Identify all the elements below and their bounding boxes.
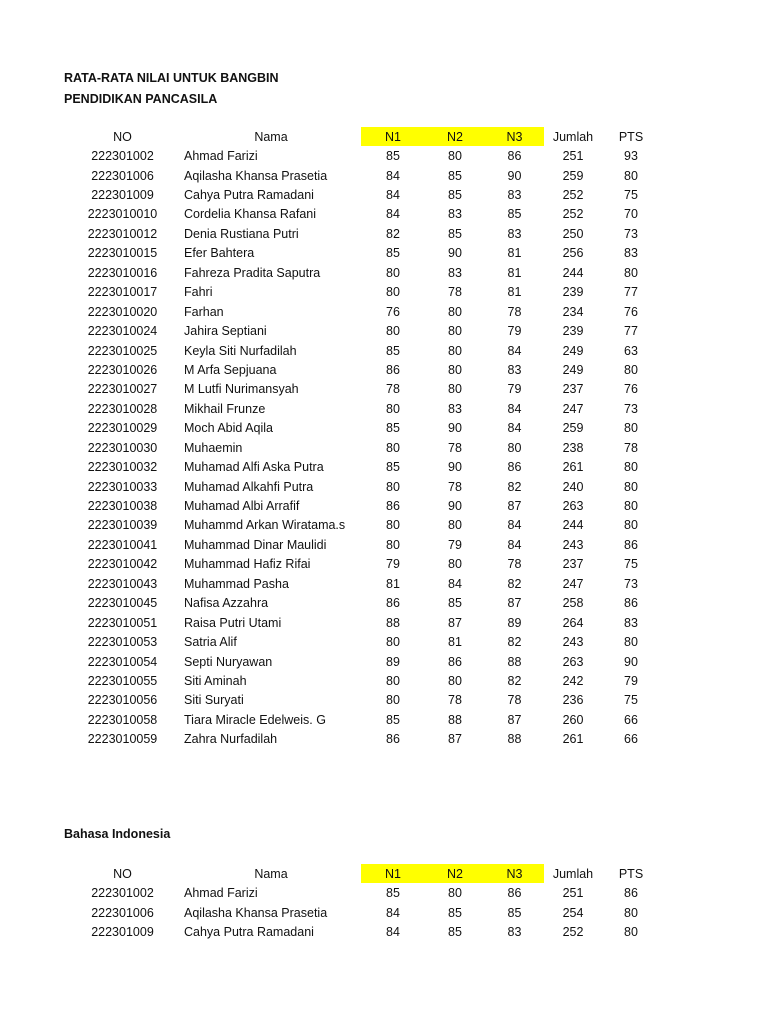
cell-n2: 83 <box>448 401 462 416</box>
cell-n1: 84 <box>386 168 400 183</box>
cell-n1: 80 <box>386 401 400 416</box>
cell-no: 2223010038 <box>87 499 158 514</box>
table-row <box>64 360 660 379</box>
cell-jumlah: 254 <box>562 905 584 920</box>
table-body-bahasa-indonesia <box>64 883 660 941</box>
cell-n3: 78 <box>507 693 522 708</box>
cell-jumlah: 261 <box>562 732 584 747</box>
cell-n1: 79 <box>386 557 400 572</box>
cell-pts: 90 <box>624 654 638 669</box>
cell-n2: 85 <box>448 226 462 241</box>
cell-jumlah: 243 <box>562 537 584 552</box>
cell-jumlah: 264 <box>562 615 584 630</box>
cell-pts: 63 <box>624 343 638 358</box>
cell-pts: 80 <box>624 362 638 377</box>
table-row <box>64 477 660 496</box>
cell-jumlah: 249 <box>562 362 584 377</box>
table-row <box>64 166 660 185</box>
cell-jumlah: 237 <box>562 382 584 397</box>
cell-jumlah: 252 <box>562 188 584 203</box>
cell-nama: Efer Bahtera <box>184 246 255 261</box>
table-row <box>64 883 660 902</box>
cell-n3: 80 <box>507 440 522 455</box>
cell-nama: Muhamad Alkahfi Putra <box>184 479 314 494</box>
cell-pts: 75 <box>624 693 638 708</box>
cell-no: 2223010032 <box>87 460 158 475</box>
cell-no: 2223010026 <box>87 362 158 377</box>
cell-no: 2223010016 <box>87 265 158 280</box>
cell-jumlah: 244 <box>562 518 584 533</box>
table-row <box>64 691 660 710</box>
cell-no: 2223010059 <box>87 732 158 747</box>
cell-nama: M Lutfi Nurimansyah <box>184 382 299 397</box>
cell-nama: Muhaemin <box>184 440 243 455</box>
table-row <box>64 283 660 302</box>
table-row <box>64 535 660 554</box>
cell-no: 222301002 <box>91 886 154 901</box>
cell-n3: 82 <box>507 635 522 650</box>
cell-nama: Muhammad Pasha <box>184 576 289 591</box>
table-row <box>64 730 660 749</box>
cell-n3: 78 <box>507 304 522 319</box>
table-row <box>64 185 660 204</box>
cell-n2: 80 <box>448 304 462 319</box>
cell-nama: Cordelia Khansa Rafani <box>184 207 317 222</box>
cell-n2: 80 <box>448 343 462 358</box>
table-row <box>64 922 660 941</box>
cell-nama: Keyla Siti Nurfadilah <box>184 343 297 358</box>
cell-n3: 83 <box>507 188 522 203</box>
table-row <box>64 516 660 535</box>
cell-nama: M Arfa Sepjuana <box>184 362 277 377</box>
cell-no: 2223010029 <box>87 421 158 436</box>
cell-n1: 85 <box>386 421 400 436</box>
cell-pts: 78 <box>624 440 638 455</box>
cell-no: 2223010045 <box>87 596 158 611</box>
cell-nama: Siti Suryati <box>184 693 244 708</box>
cell-jumlah: 261 <box>562 460 584 475</box>
cell-n2: 86 <box>448 654 462 669</box>
cell-jumlah: 242 <box>562 673 584 688</box>
cell-nama: Fahri <box>184 285 213 300</box>
cell-n1: 80 <box>386 324 400 339</box>
cell-jumlah: 244 <box>562 265 584 280</box>
cell-no: 2223010020 <box>87 304 158 319</box>
cell-n2: 85 <box>448 168 462 183</box>
header-jumlah: Jumlah <box>552 866 594 881</box>
cell-n3: 87 <box>507 596 522 611</box>
cell-pts: 75 <box>624 188 638 203</box>
cell-pts: 76 <box>624 304 638 319</box>
cell-n2: 80 <box>448 518 462 533</box>
cell-jumlah: 237 <box>562 557 584 572</box>
table-row <box>64 457 660 476</box>
cell-n3: 84 <box>507 537 522 552</box>
cell-n2: 90 <box>448 460 462 475</box>
cell-no: 2223010017 <box>87 285 158 300</box>
table-row <box>64 555 660 574</box>
cell-n2: 80 <box>448 673 462 688</box>
cell-n3: 83 <box>507 925 522 940</box>
table-header-row <box>64 127 660 146</box>
cell-n2: 88 <box>448 712 462 727</box>
cell-pts: 80 <box>624 460 638 475</box>
cell-jumlah: 258 <box>562 596 584 611</box>
cell-n1: 85 <box>386 886 400 901</box>
table-row <box>64 341 660 360</box>
cell-nama: Cahya Putra Ramadani <box>184 188 314 203</box>
cell-nama: Raisa Putri Utami <box>184 615 282 630</box>
cell-n1: 84 <box>386 925 400 940</box>
cell-pts: 80 <box>624 925 638 940</box>
cell-pts: 80 <box>624 518 638 533</box>
cell-nama: Nafisa Azzahra <box>184 596 269 611</box>
cell-n2: 84 <box>448 576 462 591</box>
cell-n3: 82 <box>507 479 522 494</box>
cell-n1: 85 <box>386 460 400 475</box>
cell-n1: 84 <box>386 905 400 920</box>
table-row <box>64 419 660 438</box>
cell-jumlah: 234 <box>562 304 584 319</box>
cell-n2: 78 <box>448 693 462 708</box>
header-no: NO <box>113 129 132 144</box>
cell-n1: 85 <box>386 343 400 358</box>
cell-n1: 84 <box>386 207 400 222</box>
cell-nama: Muhammd Arkan Wiratama.s <box>184 518 346 533</box>
cell-n3: 86 <box>507 886 522 901</box>
cell-no: 2223010055 <box>87 673 158 688</box>
header-n2: N2 <box>425 864 485 883</box>
cell-n2: 80 <box>448 886 462 901</box>
cell-n2: 80 <box>448 324 462 339</box>
cell-n1: 80 <box>386 693 400 708</box>
cell-n2: 87 <box>448 615 462 630</box>
cell-no: 2223010033 <box>87 479 158 494</box>
cell-n1: 76 <box>386 304 400 319</box>
cell-n2: 85 <box>448 596 462 611</box>
cell-n1: 86 <box>386 596 400 611</box>
cell-n3: 84 <box>507 343 522 358</box>
cell-pts: 83 <box>624 615 638 630</box>
cell-no: 2223010039 <box>87 518 158 533</box>
cell-pts: 77 <box>624 285 638 300</box>
header-n2: N2 <box>425 127 485 146</box>
cell-nama: Ahmad Farizi <box>184 149 258 164</box>
cell-n1: 85 <box>386 149 400 164</box>
cell-n3: 85 <box>507 905 522 920</box>
cell-nama: Fahreza Pradita Saputra <box>184 265 321 280</box>
cell-nama: Jahira Septiani <box>184 324 267 339</box>
table-header-row <box>64 864 660 883</box>
header-n3: N3 <box>485 127 544 146</box>
header-n1: N1 <box>361 127 425 146</box>
subject-title-bahasa-indonesia: Bahasa Indonesia <box>64 827 171 841</box>
cell-n1: 80 <box>386 673 400 688</box>
cell-n1: 85 <box>386 246 400 261</box>
cell-pts: 80 <box>624 905 638 920</box>
cell-pts: 80 <box>624 421 638 436</box>
cell-jumlah: 259 <box>562 421 584 436</box>
cell-n3: 82 <box>507 673 522 688</box>
cell-n3: 90 <box>507 168 522 183</box>
cell-no: 2223010043 <box>87 576 158 591</box>
cell-n3: 78 <box>507 557 522 572</box>
cell-pts: 80 <box>624 499 638 514</box>
cell-jumlah: 252 <box>562 925 584 940</box>
cell-n3: 83 <box>507 362 522 377</box>
cell-n2: 81 <box>448 635 462 650</box>
cell-no: 2223010012 <box>87 226 158 241</box>
cell-n2: 79 <box>448 537 462 552</box>
cell-n3: 81 <box>507 285 522 300</box>
cell-n2: 85 <box>448 188 462 203</box>
cell-n1: 80 <box>386 518 400 533</box>
cell-jumlah: 239 <box>562 285 584 300</box>
cell-n1: 86 <box>386 499 400 514</box>
cell-jumlah: 250 <box>562 226 584 241</box>
cell-no: 2223010056 <box>87 693 158 708</box>
cell-n3: 85 <box>507 207 522 222</box>
cell-n3: 89 <box>507 615 522 630</box>
cell-nama: Ahmad Farizi <box>184 886 258 901</box>
cell-pts: 66 <box>624 712 638 727</box>
cell-nama: Satria Alif <box>184 635 237 650</box>
cell-n3: 81 <box>507 246 522 261</box>
cell-no: 2223010054 <box>87 654 158 669</box>
cell-n2: 85 <box>448 905 462 920</box>
cell-n3: 82 <box>507 576 522 591</box>
cell-jumlah: 236 <box>562 693 584 708</box>
table-row <box>64 903 660 922</box>
table-row <box>64 574 660 593</box>
cell-n3: 88 <box>507 654 522 669</box>
cell-pts: 75 <box>624 557 638 572</box>
cell-n1: 85 <box>386 712 400 727</box>
cell-no: 2223010051 <box>87 615 158 630</box>
cell-jumlah: 239 <box>562 324 584 339</box>
cell-n3: 79 <box>507 382 522 397</box>
cell-pts: 70 <box>624 207 638 222</box>
cell-n3: 87 <box>507 499 522 514</box>
cell-jumlah: 247 <box>562 576 584 591</box>
cell-n2: 83 <box>448 265 462 280</box>
cell-n1: 86 <box>386 732 400 747</box>
table-row <box>64 263 660 282</box>
table-row <box>64 496 660 515</box>
cell-no: 2223010058 <box>87 712 158 727</box>
cell-n1: 80 <box>386 285 400 300</box>
cell-no: 2223010025 <box>87 343 158 358</box>
document-title: RATA-RATA NILAI UNTUK BANGBIN <box>64 71 279 85</box>
cell-jumlah: 238 <box>562 440 584 455</box>
cell-pts: 93 <box>624 149 638 164</box>
cell-n2: 78 <box>448 285 462 300</box>
cell-n1: 78 <box>386 382 400 397</box>
cell-jumlah: 243 <box>562 635 584 650</box>
cell-jumlah: 251 <box>562 149 584 164</box>
cell-pts: 86 <box>624 537 638 552</box>
cell-jumlah: 249 <box>562 343 584 358</box>
cell-n1: 89 <box>386 654 400 669</box>
table-row <box>64 613 660 632</box>
subject-title-pancasila: PENDIDIKAN PANCASILA <box>64 92 218 106</box>
cell-nama: Muhamad Alfi Aska Putra <box>184 460 324 475</box>
cell-n3: 83 <box>507 226 522 241</box>
cell-n2: 78 <box>448 440 462 455</box>
header-jumlah: Jumlah <box>552 129 594 144</box>
cell-jumlah: 252 <box>562 207 584 222</box>
cell-n2: 90 <box>448 421 462 436</box>
cell-no: 222301006 <box>91 168 154 183</box>
cell-no: 2223010053 <box>87 635 158 650</box>
table-row <box>64 302 660 321</box>
cell-nama: Moch Abid Aqila <box>184 421 273 436</box>
cell-pts: 73 <box>624 401 638 416</box>
cell-n1: 80 <box>386 537 400 552</box>
cell-nama: Siti Aminah <box>184 673 247 688</box>
cell-jumlah: 251 <box>562 886 584 901</box>
cell-jumlah: 260 <box>562 712 584 727</box>
cell-nama: Zahra Nurfadilah <box>184 732 278 747</box>
header-n3: N3 <box>485 864 544 883</box>
cell-jumlah: 256 <box>562 246 584 261</box>
table-row <box>64 438 660 457</box>
cell-no: 2223010024 <box>87 324 158 339</box>
cell-n3: 86 <box>507 460 522 475</box>
cell-n1: 80 <box>386 635 400 650</box>
cell-n3: 79 <box>507 324 522 339</box>
table-row <box>64 380 660 399</box>
table-row <box>64 244 660 263</box>
cell-n1: 80 <box>386 440 400 455</box>
cell-n2: 80 <box>448 362 462 377</box>
cell-pts: 76 <box>624 382 638 397</box>
cell-n2: 80 <box>448 557 462 572</box>
cell-pts: 79 <box>624 673 638 688</box>
cell-n3: 86 <box>507 149 522 164</box>
cell-n3: 87 <box>507 712 522 727</box>
cell-no: 2223010028 <box>87 401 158 416</box>
header-pts: PTS <box>618 129 644 144</box>
table-row <box>64 224 660 243</box>
cell-jumlah: 263 <box>562 654 584 669</box>
cell-pts: 80 <box>624 168 638 183</box>
header-nama: Nama <box>254 129 288 144</box>
cell-n1: 82 <box>386 226 400 241</box>
cell-nama: Septi Nuryawan <box>184 654 273 669</box>
cell-jumlah: 263 <box>562 499 584 514</box>
cell-nama: Muhamad Albi Arrafif <box>184 499 300 514</box>
table-row <box>64 321 660 340</box>
cell-n1: 84 <box>386 188 400 203</box>
cell-n1: 88 <box>386 615 400 630</box>
cell-n3: 81 <box>507 265 522 280</box>
cell-n2: 87 <box>448 732 462 747</box>
table-row <box>64 146 660 165</box>
cell-n3: 84 <box>507 401 522 416</box>
grades-table-bahasa-indonesia <box>64 864 660 942</box>
cell-no: 2223010041 <box>87 537 158 552</box>
cell-no: 222301002 <box>91 149 154 164</box>
cell-no: 2223010042 <box>87 557 158 572</box>
cell-pts: 80 <box>624 479 638 494</box>
header-no: NO <box>113 866 132 881</box>
cell-nama: Denia Rustiana Putri <box>184 226 299 241</box>
cell-no: 2223010015 <box>87 246 158 261</box>
cell-n2: 90 <box>448 499 462 514</box>
cell-n2: 85 <box>448 925 462 940</box>
cell-nama: Aqilasha Khansa Prasetia <box>184 168 328 183</box>
cell-no: 2223010027 <box>87 382 158 397</box>
table-row <box>64 652 660 671</box>
table-row <box>64 671 660 690</box>
table-row <box>64 205 660 224</box>
table-row <box>64 632 660 651</box>
cell-no: 222301009 <box>91 188 154 203</box>
cell-no: 2223010030 <box>87 440 158 455</box>
cell-nama: Aqilasha Khansa Prasetia <box>184 905 328 920</box>
cell-n2: 78 <box>448 479 462 494</box>
cell-n3: 84 <box>507 518 522 533</box>
cell-nama: Muhammad Hafiz Rifai <box>184 557 311 572</box>
cell-pts: 83 <box>624 246 638 261</box>
cell-no: 222301006 <box>91 905 154 920</box>
cell-n1: 86 <box>386 362 400 377</box>
cell-pts: 77 <box>624 324 638 339</box>
cell-pts: 86 <box>624 886 638 901</box>
cell-nama: Farhan <box>184 304 224 319</box>
cell-jumlah: 259 <box>562 168 584 183</box>
cell-n3: 88 <box>507 732 522 747</box>
cell-n2: 83 <box>448 207 462 222</box>
cell-n3: 84 <box>507 421 522 436</box>
cell-nama: Tiara Miracle Edelweis. G <box>184 712 326 727</box>
cell-nama: Muhammad Dinar Maulidi <box>184 537 327 552</box>
cell-n1: 80 <box>386 479 400 494</box>
header-n1: N1 <box>361 864 425 883</box>
table-row <box>64 710 660 729</box>
table-body-pancasila <box>64 146 660 749</box>
header-nama: Nama <box>254 866 288 881</box>
cell-pts: 80 <box>624 265 638 280</box>
table-row <box>64 594 660 613</box>
cell-nama: Mikhail Frunze <box>184 401 266 416</box>
header-pts: PTS <box>618 866 644 881</box>
cell-n2: 80 <box>448 382 462 397</box>
cell-no: 2223010010 <box>87 207 158 222</box>
cell-n2: 90 <box>448 246 462 261</box>
cell-n1: 80 <box>386 265 400 280</box>
cell-pts: 86 <box>624 596 638 611</box>
cell-no: 222301009 <box>91 925 154 940</box>
cell-pts: 73 <box>624 576 638 591</box>
cell-n2: 80 <box>448 149 462 164</box>
table-row <box>64 399 660 418</box>
cell-jumlah: 240 <box>562 479 584 494</box>
cell-pts: 66 <box>624 732 638 747</box>
cell-nama: Cahya Putra Ramadani <box>184 925 314 940</box>
cell-jumlah: 247 <box>562 401 584 416</box>
cell-pts: 73 <box>624 226 638 241</box>
grades-table-pancasila <box>64 127 660 749</box>
cell-pts: 80 <box>624 635 638 650</box>
cell-n1: 81 <box>386 576 400 591</box>
